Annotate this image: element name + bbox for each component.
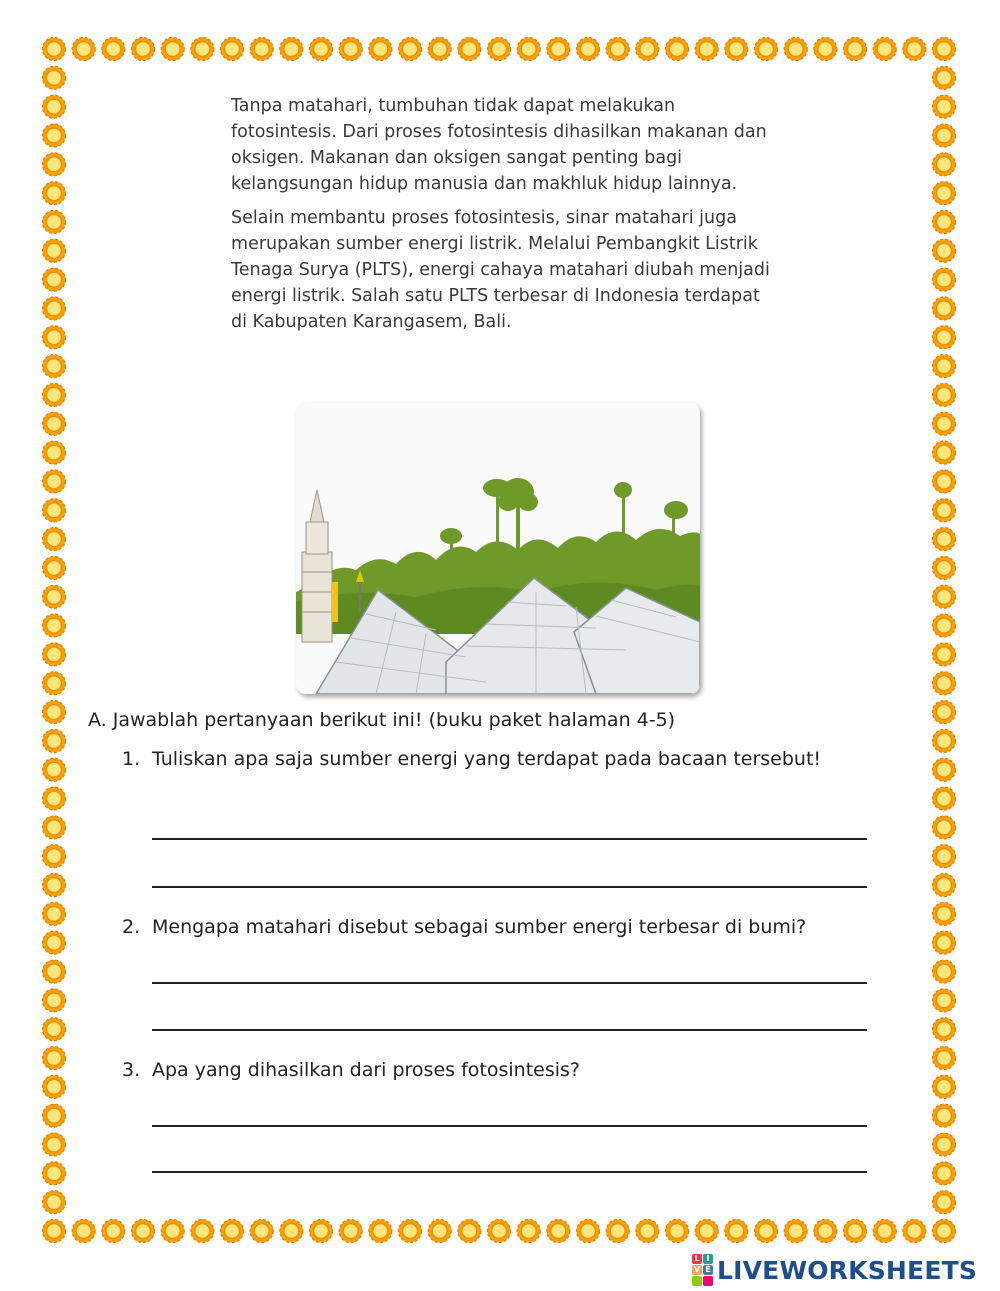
sun-icon — [191, 38, 214, 61]
sun-icon — [933, 182, 956, 205]
sun-icon — [43, 902, 66, 925]
sun-icon — [933, 470, 956, 493]
sun-icon — [488, 38, 511, 61]
sun-icon — [933, 1018, 956, 1041]
sun-icon — [43, 268, 66, 291]
sun-icon — [458, 1220, 481, 1243]
sun-icon — [933, 95, 956, 118]
sun-icon — [903, 1220, 926, 1243]
sun-icon — [814, 1220, 837, 1243]
mark-letter: I — [703, 1254, 713, 1264]
sun-icon — [933, 758, 956, 781]
sun-icon — [43, 66, 66, 89]
sun-icon — [43, 1047, 66, 1070]
sun-icon — [280, 1220, 303, 1243]
sun-icon — [933, 729, 956, 752]
question-text: Tuliskan apa saja sumber energi yang terdapat pada bacaan tersebut! — [152, 748, 822, 770]
question-number: 3. — [122, 1059, 141, 1081]
sun-icon — [310, 1220, 333, 1243]
mark-letter: E — [703, 1265, 713, 1275]
sun-icon — [666, 1220, 689, 1243]
sun-icon — [280, 38, 303, 61]
sun-icon — [933, 960, 956, 983]
sun-icon — [903, 38, 926, 61]
sun-icon — [428, 1220, 451, 1243]
answer-line[interactable] — [152, 1171, 867, 1173]
liveworksheets-mark-icon — [692, 1254, 713, 1286]
sun-icon — [43, 585, 66, 608]
sun-icon — [43, 758, 66, 781]
question-number: 1. — [122, 748, 141, 770]
sun-icon — [43, 701, 66, 724]
sun-icon — [933, 355, 956, 378]
sun-icon — [488, 1220, 511, 1243]
sun-icon — [606, 38, 629, 61]
sun-icon — [933, 268, 956, 291]
sun-icon — [399, 38, 422, 61]
sun-icon — [606, 1220, 629, 1243]
sun-icon — [933, 874, 956, 897]
sun-icon — [132, 38, 155, 61]
sun-icon — [221, 38, 244, 61]
sun-icon — [43, 499, 66, 522]
sun-icon — [43, 816, 66, 839]
sun-icon — [933, 528, 956, 551]
sun-icon — [547, 38, 570, 61]
sun-icon — [43, 239, 66, 262]
sun-icon — [933, 326, 956, 349]
question-item — [122, 741, 882, 821]
sun-icon — [933, 787, 956, 810]
sun-icon — [933, 153, 956, 176]
sun-icon — [43, 614, 66, 637]
sun-icon — [43, 643, 66, 666]
mark-letter: L — [692, 1254, 702, 1264]
sun-icon — [43, 1018, 66, 1041]
sun-icon — [933, 210, 956, 233]
sun-icon — [43, 874, 66, 897]
sun-icon — [784, 38, 807, 61]
passage-paragraph-1: Tanpa matahari, tumbuhan tidak dapat melakukan fotosintesis. Dari proses fotosintesis dihasilkan makanan dan oksigen. Makanan dan oksigen sangat penting bagi kelangsungan hidup manusia dan makhluk hidup lainnya. — [231, 96, 767, 194]
sun-icon — [43, 326, 66, 349]
sun-icon — [43, 182, 66, 205]
question-number: 2. — [122, 916, 141, 938]
passage-paragraph-2: Selain membantu proses fotosintesis, sinar matahari juga merupakan sumber energi listrik. Melalui Pembangkit Listrik Tenaga Surya (PLTS), energi cahaya matahari diubah menjadi energi listrik. Salah satu PLTS terbesar di Indonesia terdapat di Kabupaten Karangasem, Bali. — [231, 208, 770, 332]
sun-icon — [933, 816, 956, 839]
sun-icon — [72, 1220, 95, 1243]
sun-icon — [933, 672, 956, 695]
question-text: Apa yang dihasilkan dari proses fotosintesis? — [152, 1059, 580, 1081]
sun-icon — [43, 960, 66, 983]
sun-icon — [339, 1220, 362, 1243]
sun-icon — [132, 1220, 155, 1243]
sun-icon — [933, 845, 956, 868]
sun-icon — [43, 729, 66, 752]
sun-icon — [43, 153, 66, 176]
sun-icon — [517, 1220, 540, 1243]
sun-icon — [43, 787, 66, 810]
sun-icon — [725, 1220, 748, 1243]
sun-icon — [250, 1220, 273, 1243]
sun-icon — [161, 38, 184, 61]
sun-icon — [102, 1220, 125, 1243]
sun-icon — [873, 1220, 896, 1243]
sun-icon — [43, 1104, 66, 1127]
sun-icon — [221, 1220, 244, 1243]
sun-icon — [577, 1220, 600, 1243]
sun-icon — [43, 528, 66, 551]
sun-icon — [755, 1220, 778, 1243]
question-item — [122, 1052, 882, 1092]
sun-icon — [43, 931, 66, 954]
sun-icon — [43, 297, 66, 320]
sun-icon — [43, 672, 66, 695]
question-text: Mengapa matahari disebut sebagai sumber energi terbesar di bumi? — [152, 916, 807, 938]
sun-icon — [933, 701, 956, 724]
sun-icon — [43, 1075, 66, 1098]
sun-icon — [161, 1220, 184, 1243]
sun-icon — [933, 989, 956, 1012]
sun-icon — [755, 38, 778, 61]
sun-icon — [43, 1191, 66, 1214]
solar-plant-illustration — [296, 402, 700, 694]
sun-icon — [339, 38, 362, 61]
sun-icon — [844, 1220, 867, 1243]
sun-icon — [43, 989, 66, 1012]
sun-icon — [933, 412, 956, 435]
answer-line[interactable] — [152, 1125, 867, 1127]
sun-icon — [873, 38, 896, 61]
sun-icon — [933, 1104, 956, 1127]
sun-icon — [933, 902, 956, 925]
answer-line[interactable] — [152, 886, 867, 888]
sun-icon — [933, 297, 956, 320]
mark-block — [692, 1276, 702, 1286]
sun-icon — [250, 38, 273, 61]
sun-icon — [43, 210, 66, 233]
liveworksheets-wordmark: LIVEWORKSHEETS — [717, 1255, 978, 1285]
sun-icon — [43, 1133, 66, 1156]
sun-icon — [43, 355, 66, 378]
sun-icon — [933, 239, 956, 262]
answer-line[interactable] — [152, 1029, 867, 1031]
sun-icon — [43, 441, 66, 464]
sun-icon — [517, 38, 540, 61]
sun-icon — [725, 38, 748, 61]
sun-icon — [636, 1220, 659, 1243]
sun-icon — [102, 38, 125, 61]
sun-icon — [43, 556, 66, 579]
liveworksheets-logo — [692, 1253, 977, 1287]
sun-icon — [933, 1047, 956, 1070]
question-item — [122, 909, 882, 949]
sun-icon — [43, 1162, 66, 1185]
sun-icon — [43, 95, 66, 118]
sun-icon — [666, 38, 689, 61]
sun-icon — [72, 38, 95, 61]
sun-icon — [43, 470, 66, 493]
sun-icon — [369, 1220, 392, 1243]
sun-icon — [933, 556, 956, 579]
sun-icon — [814, 38, 837, 61]
section-a-instruction: A. Jawablah pertanyaan berikut ini! (buku paket halaman 4-5) — [88, 709, 676, 731]
reading-passage — [231, 93, 771, 343]
sun-icon — [458, 38, 481, 61]
mark-letter: V — [693, 1265, 701, 1274]
sun-icon — [636, 38, 659, 61]
sun-icon — [547, 1220, 570, 1243]
sun-icon — [933, 124, 956, 147]
sun-icon — [933, 1220, 956, 1243]
sun-icon — [43, 383, 66, 406]
sun-icon — [844, 38, 867, 61]
sun-icon — [310, 38, 333, 61]
answer-line[interactable] — [152, 838, 867, 840]
sun-icon — [43, 38, 66, 61]
sun-icon — [933, 1133, 956, 1156]
sun-icon — [399, 1220, 422, 1243]
sun-icon — [933, 38, 956, 61]
sun-icon — [43, 412, 66, 435]
sun-icon — [784, 1220, 807, 1243]
sun-icon — [933, 499, 956, 522]
sun-icon — [933, 643, 956, 666]
sun-icon — [933, 614, 956, 637]
sun-icon — [43, 1220, 66, 1243]
sun-icon — [695, 38, 718, 61]
sun-icon — [933, 585, 956, 608]
sun-icon — [933, 1162, 956, 1185]
sun-icon — [43, 845, 66, 868]
mark-block — [703, 1276, 713, 1286]
sun-icon — [43, 124, 66, 147]
sun-icon — [695, 1220, 718, 1243]
answer-line[interactable] — [152, 982, 867, 984]
sun-icon — [933, 1075, 956, 1098]
sun-icon — [933, 931, 956, 954]
sun-icon — [933, 441, 956, 464]
sun-icon — [191, 1220, 214, 1243]
sun-icon — [933, 1191, 956, 1214]
sun-icon — [933, 66, 956, 89]
sun-icon — [577, 38, 600, 61]
sun-icon — [369, 38, 392, 61]
sun-icon — [933, 383, 956, 406]
sun-icon — [428, 38, 451, 61]
